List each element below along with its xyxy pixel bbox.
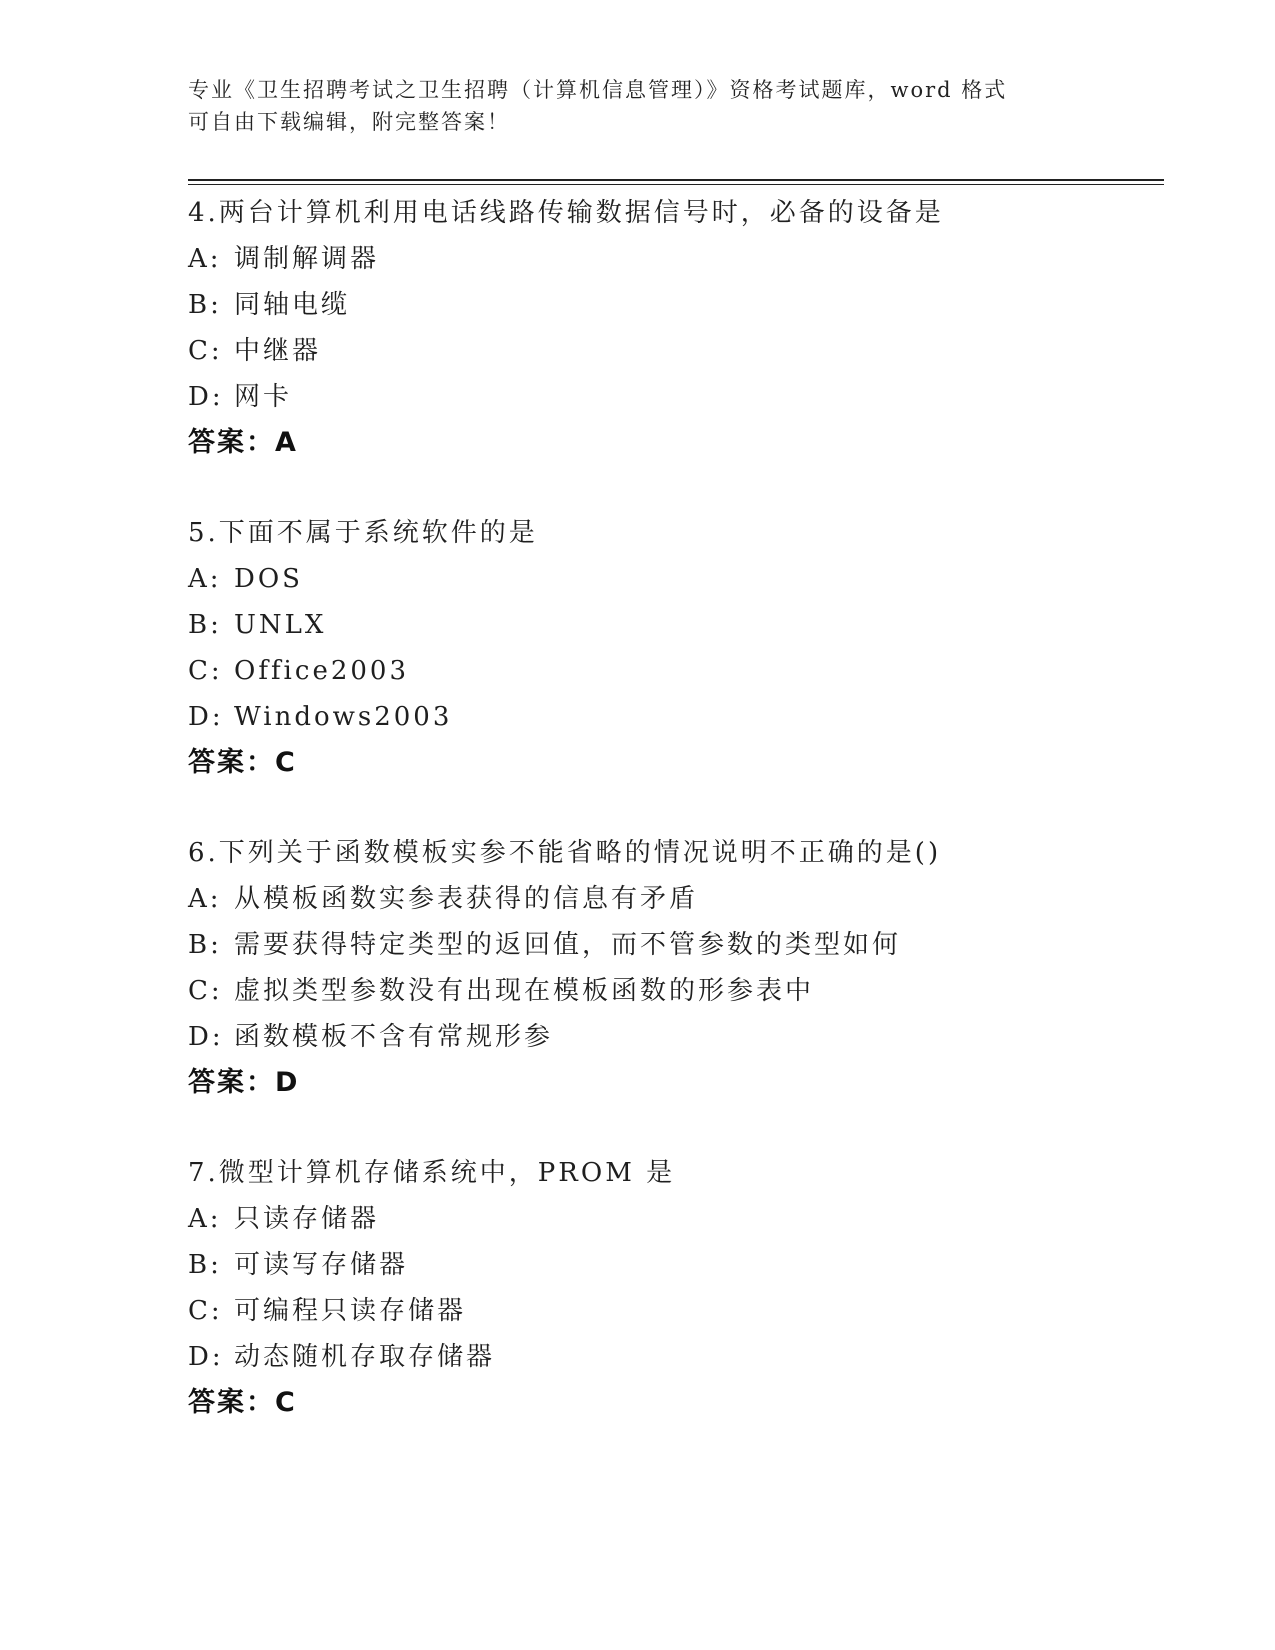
option-text: 可读写存储器 bbox=[234, 1250, 409, 1280]
answer: 答案：D bbox=[188, 1067, 300, 1098]
option-d bbox=[188, 1014, 1164, 1060]
option-a bbox=[188, 1196, 1164, 1242]
option-c bbox=[188, 328, 1164, 374]
option-a bbox=[188, 236, 1164, 282]
option-b bbox=[188, 282, 1164, 328]
option-letter: B: bbox=[188, 1250, 222, 1280]
question-text: 7.微型计算机存储系统中，PROM 是 bbox=[188, 1158, 676, 1188]
option-text: 中继器 bbox=[234, 336, 322, 366]
question-list bbox=[188, 190, 1164, 1470]
option-letter: C: bbox=[188, 336, 223, 366]
question-7 bbox=[188, 1150, 1164, 1426]
option-text: 只读存储器 bbox=[234, 1204, 380, 1234]
option-c bbox=[188, 968, 1164, 1014]
question-5 bbox=[188, 510, 1164, 786]
option-a bbox=[188, 876, 1164, 922]
option-text: 网卡 bbox=[234, 382, 293, 412]
option-letter: B: bbox=[188, 610, 222, 640]
option-letter: D: bbox=[188, 702, 224, 732]
option-text: 虚拟类型参数没有出现在模板函数的形参表中 bbox=[234, 976, 815, 1006]
question-4 bbox=[188, 190, 1164, 466]
header-line-1: 专业《卫生招聘考试之卫生招聘（计算机信息管理）》资格考试题库，word 格式 bbox=[188, 78, 1008, 102]
option-letter: B: bbox=[188, 930, 222, 960]
option-b bbox=[188, 922, 1164, 968]
option-a bbox=[188, 556, 1164, 602]
option-text: 从模板函数实参表获得的信息有矛盾 bbox=[234, 884, 699, 914]
answer: 答案：C bbox=[188, 747, 297, 778]
option-letter: A: bbox=[188, 244, 222, 274]
option-text: DOS bbox=[234, 564, 303, 594]
option-d bbox=[188, 374, 1164, 420]
option-letter: A: bbox=[188, 564, 222, 594]
option-c bbox=[188, 1288, 1164, 1334]
answer: 答案：A bbox=[188, 427, 298, 458]
option-text: UNLX bbox=[234, 610, 327, 640]
option-text: 可编程只读存储器 bbox=[234, 1296, 467, 1326]
option-letter: B: bbox=[188, 290, 222, 320]
option-c bbox=[188, 648, 1164, 694]
option-text: Office2003 bbox=[234, 656, 409, 686]
option-text: 函数模板不含有常规形参 bbox=[234, 1022, 554, 1052]
answer: 答案：C bbox=[188, 1387, 297, 1418]
option-letter: C: bbox=[188, 976, 223, 1006]
option-letter: A: bbox=[188, 1204, 222, 1234]
question-text: 6.下列关于函数模板实参不能省略的情况说明不正确的是() bbox=[188, 838, 942, 868]
option-letter: C: bbox=[188, 656, 223, 686]
option-letter: C: bbox=[188, 1296, 223, 1326]
option-text: 同轴电缆 bbox=[234, 290, 351, 320]
option-text: 调制解调器 bbox=[234, 244, 380, 274]
option-b bbox=[188, 602, 1164, 648]
option-letter: A: bbox=[188, 884, 222, 914]
question-text: 4.两台计算机利用电话线路传输数据信号时，必备的设备是 bbox=[188, 198, 944, 228]
option-text: Windows2003 bbox=[234, 702, 453, 732]
option-letter: D: bbox=[188, 382, 224, 412]
header-divider-thin bbox=[188, 184, 1164, 185]
header-line-2: 可自由下载编辑，附完整答案！ bbox=[188, 110, 510, 134]
option-letter: D: bbox=[188, 1342, 224, 1372]
option-d bbox=[188, 1334, 1164, 1380]
header-divider-thick bbox=[188, 179, 1164, 181]
question-6 bbox=[188, 830, 1164, 1106]
option-d bbox=[188, 694, 1164, 740]
option-text: 动态随机存取存储器 bbox=[234, 1342, 496, 1372]
option-text: 需要获得特定类型的返回值，而不管参数的类型如何 bbox=[234, 930, 902, 960]
option-letter: D: bbox=[188, 1022, 224, 1052]
document-header bbox=[188, 74, 1088, 138]
option-b bbox=[188, 1242, 1164, 1288]
question-text: 5.下面不属于系统软件的是 bbox=[188, 518, 538, 548]
